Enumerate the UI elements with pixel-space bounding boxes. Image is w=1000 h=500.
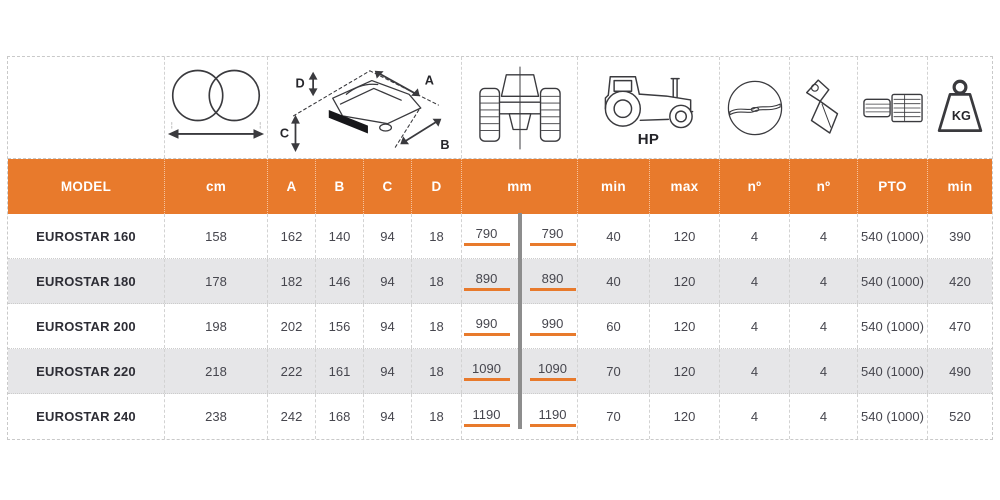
cell-weight: 420 (949, 273, 971, 289)
cell-working-width: 158 (165, 214, 268, 258)
cell-dim-b: 156 (316, 304, 364, 348)
header-b: B (316, 159, 364, 214)
cell-hp-min: 40 (578, 214, 650, 258)
cell-model: EUROSTAR 180 (8, 259, 165, 303)
tractor-hp-icon (596, 68, 702, 130)
cell-blades: 4 (720, 394, 790, 439)
hp-label: HP (637, 130, 660, 148)
cell-dim-d: 18 (412, 304, 462, 348)
cell-dim-c: 94 (364, 349, 412, 393)
cell-model: EUROSTAR 160 (8, 214, 165, 258)
icon-cell-working-width (165, 57, 268, 158)
cell-hp-min: 60 (578, 304, 650, 348)
cell-pto-rpm: 540 (1000) (858, 304, 928, 348)
header-row (8, 159, 992, 214)
icon-cell-pto (858, 57, 928, 158)
cell-dim-a: 222 (268, 349, 316, 393)
icon-cell-weight (928, 57, 992, 158)
header-blades-count: nº (720, 159, 790, 214)
cell-hammers: 4 (790, 349, 858, 393)
header-weight-min: min (947, 179, 973, 194)
cell-working-width: 198 (165, 304, 268, 348)
icon-cell-hammers (790, 57, 858, 158)
header-d: D (412, 159, 462, 214)
cell-weight: 390 (949, 228, 971, 244)
header-hp-max: max (650, 159, 720, 214)
cell-dim-b: 146 (316, 259, 364, 303)
header-hp-min: min (578, 159, 650, 214)
icon-cell-empty (8, 57, 165, 158)
dim-label-b: B (439, 136, 450, 152)
cell-track-width (462, 349, 578, 393)
header-c: C (364, 159, 412, 214)
dim-label-c: C (279, 124, 289, 140)
track-width-left: 1190 (464, 407, 510, 427)
header-mm: mm (462, 159, 578, 214)
cell-track-width (462, 304, 578, 348)
spec-table (7, 56, 993, 440)
cell-dim-a: 242 (268, 394, 316, 439)
icon-cell-blades (720, 57, 790, 158)
header-a: A (268, 159, 316, 214)
cell-hp-max: 120 (650, 214, 720, 258)
cell-hammers: 4 (790, 214, 858, 258)
cell-track-width (462, 214, 578, 258)
table-row (8, 394, 992, 439)
cell-hp-min: 70 (578, 349, 650, 393)
blade-icon (726, 79, 784, 137)
cell-dim-d: 18 (412, 394, 462, 439)
cell-dim-d: 18 (412, 259, 462, 303)
cell-working-width: 218 (165, 349, 268, 393)
cell-working-width: 178 (165, 259, 268, 303)
cell-weight: 470 (949, 318, 971, 334)
icon-row (8, 57, 992, 159)
flail-hammer-icon (799, 77, 849, 139)
cell-hammers: 4 (790, 304, 858, 348)
track-width-left: 890 (464, 271, 510, 291)
cell-dim-b: 161 (316, 349, 364, 393)
track-center-bar (518, 348, 522, 394)
weight-kg-icon (931, 76, 989, 140)
cell-dim-d: 18 (412, 349, 462, 393)
cell-hp-min: 40 (578, 259, 650, 303)
cell-dim-a: 202 (268, 304, 316, 348)
cell-model: EUROSTAR 240 (8, 394, 165, 439)
track-center-bar (518, 393, 522, 429)
pto-shaft-icon (862, 88, 924, 128)
header-pto: PTO (858, 159, 928, 214)
dim-label-d: D (294, 74, 305, 90)
table-row (8, 214, 992, 259)
cell-track-width (462, 394, 578, 439)
cell-dim-b: 168 (316, 394, 364, 439)
cell-pto-rpm: 540 (1000) (858, 214, 928, 258)
table-row (8, 304, 992, 349)
track-center-bar (518, 213, 522, 259)
cell-dim-a: 182 (268, 259, 316, 303)
header-model: MODEL (8, 159, 165, 214)
cell-weight: 520 (949, 409, 971, 424)
tractor-rear-track-icon (477, 63, 563, 153)
cell-model: EUROSTAR 220 (8, 349, 165, 393)
header-cm: cm (165, 159, 268, 214)
cell-hammers: 4 (790, 259, 858, 303)
track-center-bar (518, 258, 522, 304)
table-row (8, 349, 992, 394)
track-width-right: 1190 (530, 407, 576, 427)
cell-dim-a: 162 (268, 214, 316, 258)
cell-dim-d: 18 (412, 214, 462, 258)
cell-dim-c: 94 (364, 394, 412, 439)
kg-label: KG (951, 108, 971, 123)
cell-dim-c: 94 (364, 214, 412, 258)
working-width-icon (166, 65, 266, 151)
cell-blades: 4 (720, 304, 790, 348)
cell-dim-b: 140 (316, 214, 364, 258)
track-width-right: 1090 (530, 361, 576, 381)
track-center-bar (518, 303, 522, 349)
cell-hp-max: 120 (650, 394, 720, 439)
table-row (8, 259, 992, 304)
cell-pto-rpm: 540 (1000) (858, 349, 928, 393)
cell-weight: 490 (949, 363, 971, 379)
cell-track-width (462, 259, 578, 303)
track-width-right: 890 (530, 271, 576, 291)
cell-dim-c: 94 (364, 259, 412, 303)
track-width-left: 1090 (464, 361, 510, 381)
cell-blades: 4 (720, 259, 790, 303)
track-width-left: 990 (464, 316, 510, 336)
icon-cell-track-width (462, 57, 578, 158)
cell-model: EUROSTAR 200 (8, 304, 165, 348)
cell-pto-rpm: 540 (1000) (858, 394, 928, 439)
cell-pto-rpm: 540 (1000) (858, 259, 928, 303)
cell-blades: 4 (720, 214, 790, 258)
cell-hp-max: 120 (650, 304, 720, 348)
header-hammers-count: nº (790, 159, 858, 214)
dim-label-a: A (424, 72, 434, 88)
cell-working-width: 238 (165, 394, 268, 439)
track-width-right: 990 (530, 316, 576, 336)
cell-dim-c: 94 (364, 304, 412, 348)
cell-blades: 4 (720, 349, 790, 393)
icon-cell-tractor-hp (578, 57, 720, 158)
machine-dimensions-icon (272, 59, 458, 157)
icon-cell-dimensions (268, 57, 462, 158)
cell-hp-max: 120 (650, 349, 720, 393)
cell-hammers: 4 (790, 394, 858, 439)
track-width-right: 790 (530, 226, 576, 246)
track-width-left: 790 (464, 226, 510, 246)
cell-hp-min: 70 (578, 394, 650, 439)
cell-hp-max: 120 (650, 259, 720, 303)
